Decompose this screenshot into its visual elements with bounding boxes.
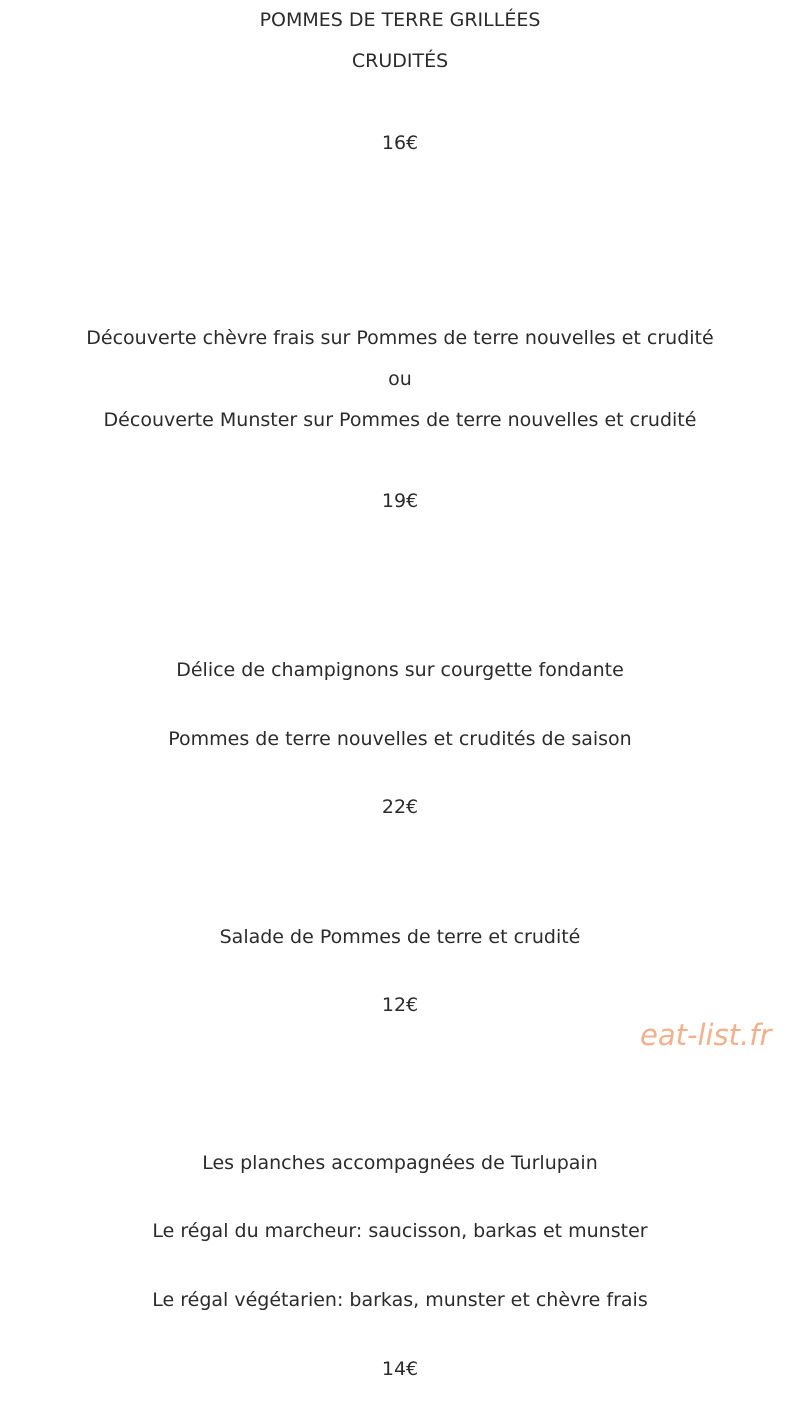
section4-price: 12€ <box>381 994 419 1016</box>
section3-description: Pommes de terre nouvelles et crudités de saison <box>168 728 632 750</box>
section2-option-1: Découverte chèvre frais sur Pommes de terre nouvelles et crudité <box>86 327 714 349</box>
section5-item-2: Le régal végétarien: barkas, munster et chèvre frais <box>152 1289 648 1311</box>
section2-separator: ou <box>388 368 412 390</box>
section5-title: Les planches accompagnées de Turlupain <box>202 1152 598 1174</box>
watermark: eat-list.fr <box>640 1018 772 1052</box>
section5-price: 14€ <box>381 1358 419 1380</box>
section1-title: POMMES DE TERRE GRILLÉES <box>259 9 541 31</box>
section2-option-2: Découverte Munster sur Pommes de terre nouvelles et crudité <box>103 409 697 431</box>
section2-price: 19€ <box>381 490 419 512</box>
section5-item-1: Le régal du marcheur: saucisson, barkas et munster <box>152 1220 648 1242</box>
section4-title: Salade de Pommes de terre et crudité <box>219 926 581 948</box>
section1-price: 16€ <box>381 132 419 154</box>
section3-price: 22€ <box>381 796 419 818</box>
section1-subtitle: CRUDITÉS <box>351 50 449 72</box>
section3-title: Délice de champignons sur courgette fondante <box>176 659 624 681</box>
